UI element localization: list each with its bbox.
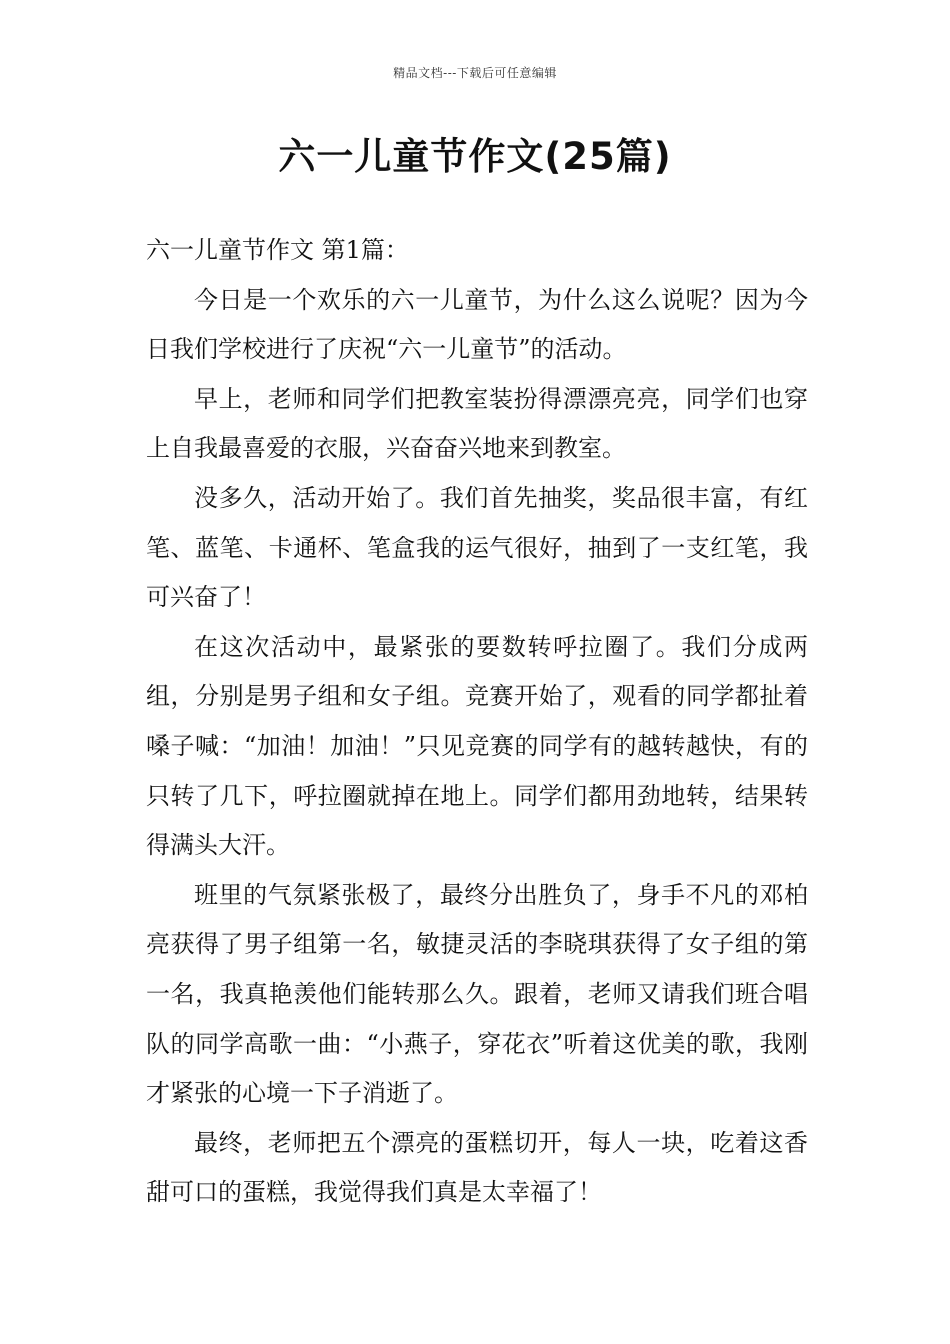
paragraph-5: 班里的气氛紧张极了，最终分出胜负了，身手不凡的邓柏亮获得了男子组第一名，敏捷灵活的李晓琪获得了女子组的第一名，我真艳羡他们能转那么久。跟着，老师又请我们班合唱队的同学高歌一曲：“小燕子，穿花衣”听着这优美的歌，我刚才紧张的心境一下子消逝了。 — [146, 880, 808, 1108]
document-title: 六一儿童节作文(25篇) — [278, 135, 672, 178]
paragraph-2: 早上，老师和同学们把教室装扮得漂漂亮亮，同学们也穿上自我最喜爱的衣服，兴奋奋兴地来到教室。 — [146, 384, 808, 463]
document-body — [146, 226, 808, 1218]
paragraph-1: 今日是一个欢乐的六一儿童节，为什么这么说呢？因为今日我们学校进行了庆祝“六一儿童节”的活动。 — [146, 285, 808, 364]
paragraph-6: 最终，老师把五个漂亮的蛋糕切开，每人一块，吃着这香甜可口的蛋糕，我觉得我们真是太幸福了！ — [146, 1128, 808, 1207]
section-heading: 六一儿童节作文 第1篇： — [146, 236, 409, 264]
header-note: 精品文档---下载后可任意编辑 — [393, 66, 557, 80]
paragraph-4: 在这次活动中，最紧张的要数转呼拉圈了。我们分成两组，分别是男子组和女子组。竞赛开始了，观看的同学都扯着嗓子喊：“加油！加油！”只见竞赛的同学有的越转越快，有的只转了几下，呼拉圈就掉在地上。同学们都用劲地转，结果转得满头大汗。 — [146, 632, 808, 860]
paragraph-3: 没多久，活动开始了。我们首先抽奖，奖品很丰富，有红笔、蓝笔、卡通杯、笔盒我的运气很好，抽到了一支红笔，我可兴奋了！ — [146, 483, 808, 612]
